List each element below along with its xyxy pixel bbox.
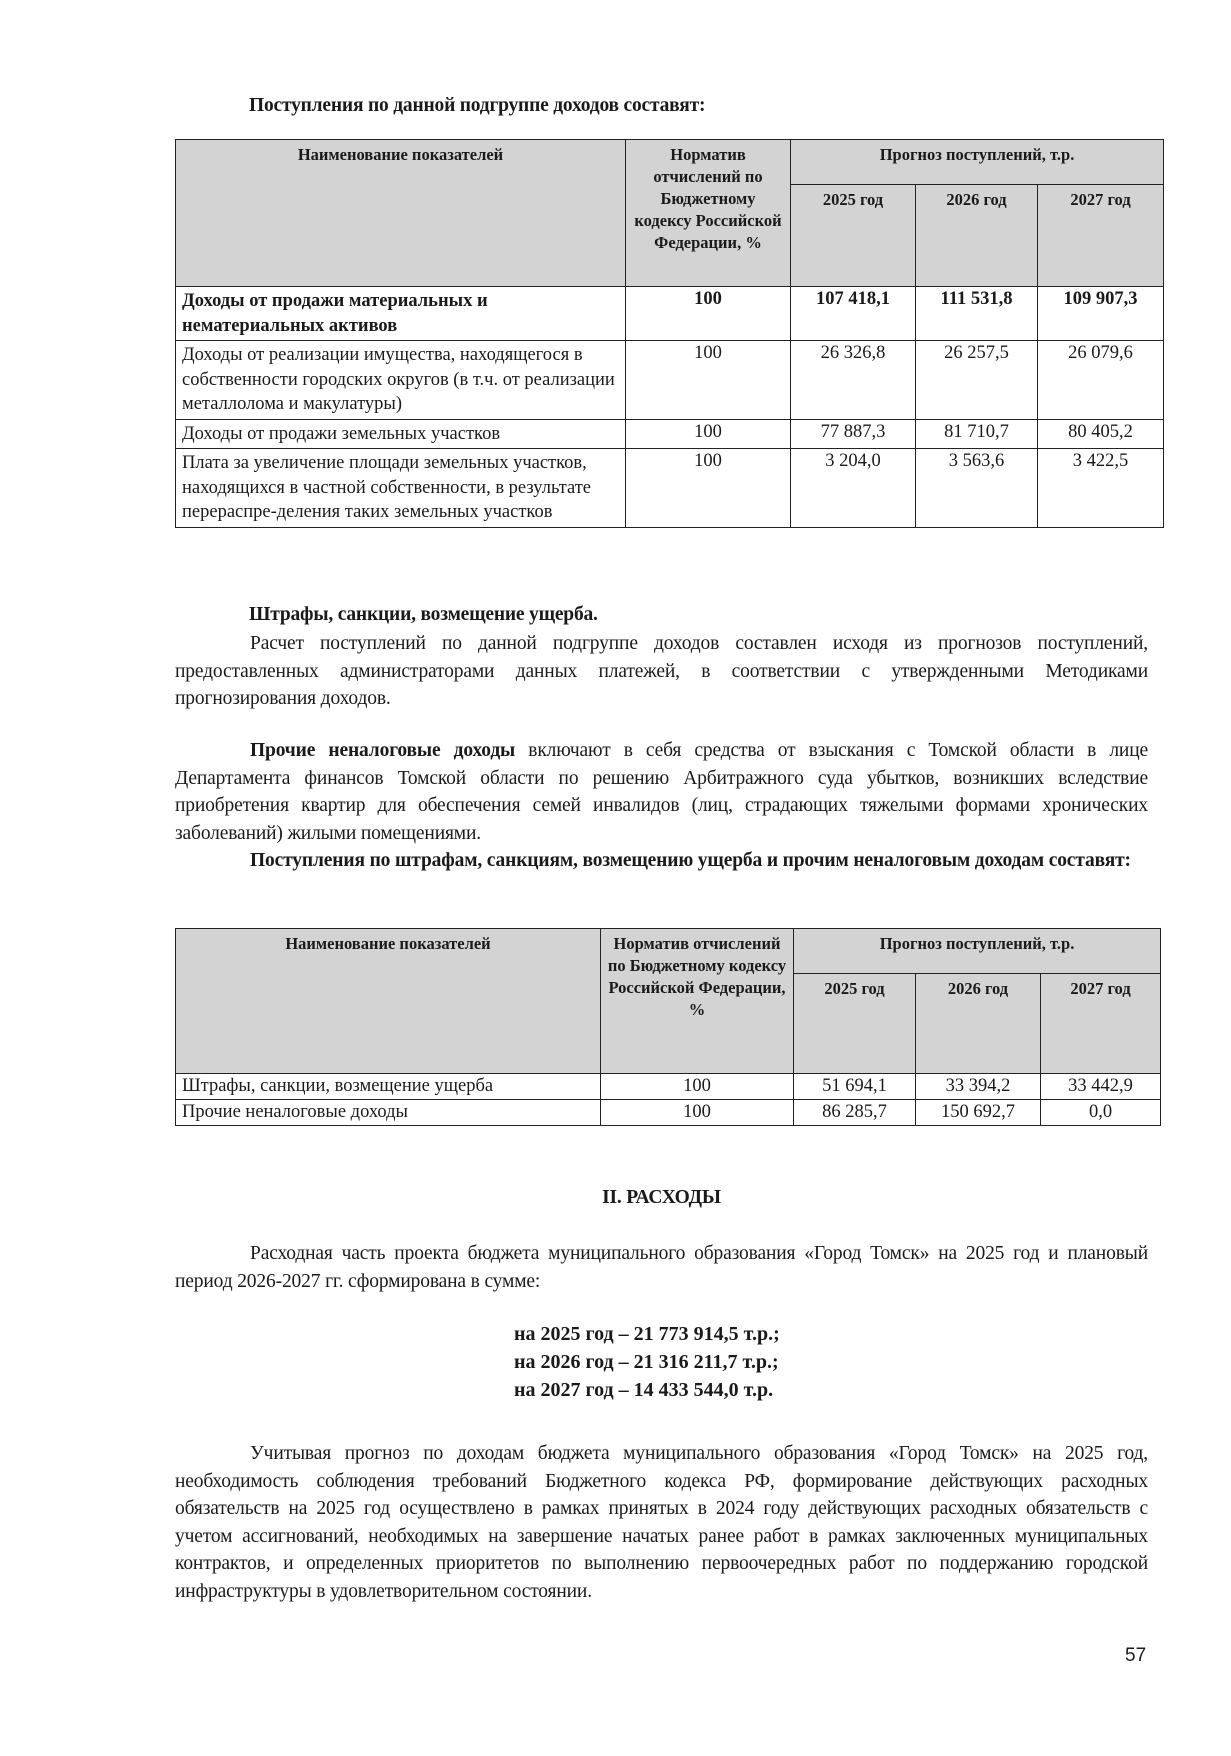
header-forecast: Прогноз поступлений, т.р. [791, 140, 1164, 185]
fines-other-table [175, 928, 1161, 1126]
table-row [176, 449, 1164, 528]
row-2027: 33 442,9 [1041, 1074, 1161, 1100]
row-norm: 100 [626, 287, 791, 341]
row-norm: 100 [601, 1100, 794, 1126]
header-2026: 2026 год [916, 974, 1041, 1074]
row-2027: 109 907,3 [1038, 287, 1164, 341]
row-2026: 26 257,5 [916, 341, 1038, 420]
total-2027: на 2027 год – 14 433 544,0 т.р. [514, 1379, 774, 1401]
expense-totals [514, 1320, 780, 1404]
header-name: Наименование показателей [176, 140, 626, 287]
expenses-intro: Расходная часть проекта бюджета муниципального образования «Город Томск» на 2025 год и плановый период 2026-2027 гг. сформирована в сумме: [175, 1243, 1148, 1292]
row-2027: 26 079,6 [1038, 341, 1164, 420]
fines-heading: Штрафы, санкции, возмещение ущерба. [249, 604, 598, 625]
revenue-assets-table [175, 139, 1164, 528]
table-row [176, 1100, 1161, 1126]
row-name: Доходы от продажи земельных участков [176, 419, 626, 449]
row-name: Доходы от продажи материальных и нематериальных активов [176, 287, 626, 341]
header-forecast: Прогноз поступлений, т.р. [794, 929, 1161, 974]
row-name: Плата за увеличение площади земельных участков, находящихся в частной собственности, в результате перераспре-деления таких земельных участков [176, 449, 626, 528]
other-body: включают в себя средства от взыскания с Томской области в лице Департамента финансов Томской области по решению Арбитражного суда убытков, возникших вследствие приобретения квартир для обеспечения семей инвалидов (лиц, страдающих тяжелыми формами хронических заболеваний) жилыми помещениями. [175, 740, 1148, 844]
expenses-closing: Учитывая прогноз по доходам бюджета муниципального образования «Город Томск» на 2025 год, необходимость соблюдения требований Бюджетного кодекса РФ, формирование действующих расходных обязательств на 2025 год осуществлено в рамках принятых в 2024 году действующих расходных обязательств с учетом ассигнований, необходимых на завершение начатых ранее работ в рамках заключенных муниципальных контрактов, и определенных приоритетов по выполнению первоочередных работ по поддержанию городской инфраструктуры в удовлетворительном состоянии. [175, 1443, 1148, 1602]
table-row [176, 419, 1164, 449]
row-2025: 51 694,1 [794, 1074, 916, 1100]
header-2025: 2025 год [794, 974, 916, 1074]
row-name: Прочие неналоговые доходы [176, 1100, 601, 1126]
table-row [176, 1074, 1161, 1100]
table-row [176, 341, 1164, 420]
fines-text: Расчет поступлений по данной подгруппе доходов составлен исходя из прогнозов поступлений, предоставленных администраторами данных платежей, в соответствии с утвержденными Методиками прогнозирования доходов. [175, 633, 1148, 709]
row-2027: 80 405,2 [1038, 419, 1164, 449]
header-norm: Норматив отчислений по Бюджетному кодексу Российской Федерации, % [601, 929, 794, 1074]
table2-caption: Поступления по штрафам, санкциям, возмещению ущерба и прочим неналоговым доходам составят: [250, 850, 1131, 871]
header-name: Наименование показателей [176, 929, 601, 1074]
row-2027: 0,0 [1041, 1100, 1161, 1126]
page-number: 57 [1125, 1645, 1147, 1666]
header-2027: 2027 год [1041, 974, 1161, 1074]
row-name: Штрафы, санкции, возмещение ущерба [176, 1074, 601, 1100]
row-2025: 107 418,1 [791, 287, 916, 341]
table-row [176, 287, 1164, 341]
row-2026: 81 710,7 [916, 419, 1038, 449]
row-2025: 3 204,0 [791, 449, 916, 528]
header-norm: Норматив отчислений по Бюджетному кодексу Российской Федерации, % [626, 140, 791, 287]
header-2027: 2027 год [1038, 185, 1164, 287]
row-2026: 150 692,7 [916, 1100, 1041, 1126]
other-text [175, 737, 1148, 847]
row-norm: 100 [601, 1074, 794, 1100]
table1-caption: Поступления по данной подгруппе доходов составят: [249, 95, 706, 116]
row-2025: 26 326,8 [791, 341, 916, 420]
row-2025: 86 285,7 [794, 1100, 916, 1126]
expenses-title: II. РАСХОДЫ [602, 1187, 721, 1208]
row-norm: 100 [626, 341, 791, 420]
total-2025: на 2025 год – 21 773 914,5 т.р.; [514, 1323, 780, 1345]
row-norm: 100 [626, 449, 791, 528]
row-2026: 3 563,6 [916, 449, 1038, 528]
row-name: Доходы от реализации имущества, находящегося в собственности городских округов (в т.ч. от реализации металлолома и макулатуры) [176, 341, 626, 420]
total-2026: на 2026 год – 21 316 211,7 т.р.; [514, 1351, 779, 1373]
row-2026: 33 394,2 [916, 1074, 1041, 1100]
header-2025: 2025 год [791, 185, 916, 287]
other-bold-lead: Прочие неналоговые доходы [250, 740, 516, 761]
row-norm: 100 [626, 419, 791, 449]
row-2027: 3 422,5 [1038, 449, 1164, 528]
row-2025: 77 887,3 [791, 419, 916, 449]
header-2026: 2026 год [916, 185, 1038, 287]
row-2026: 111 531,8 [916, 287, 1038, 341]
